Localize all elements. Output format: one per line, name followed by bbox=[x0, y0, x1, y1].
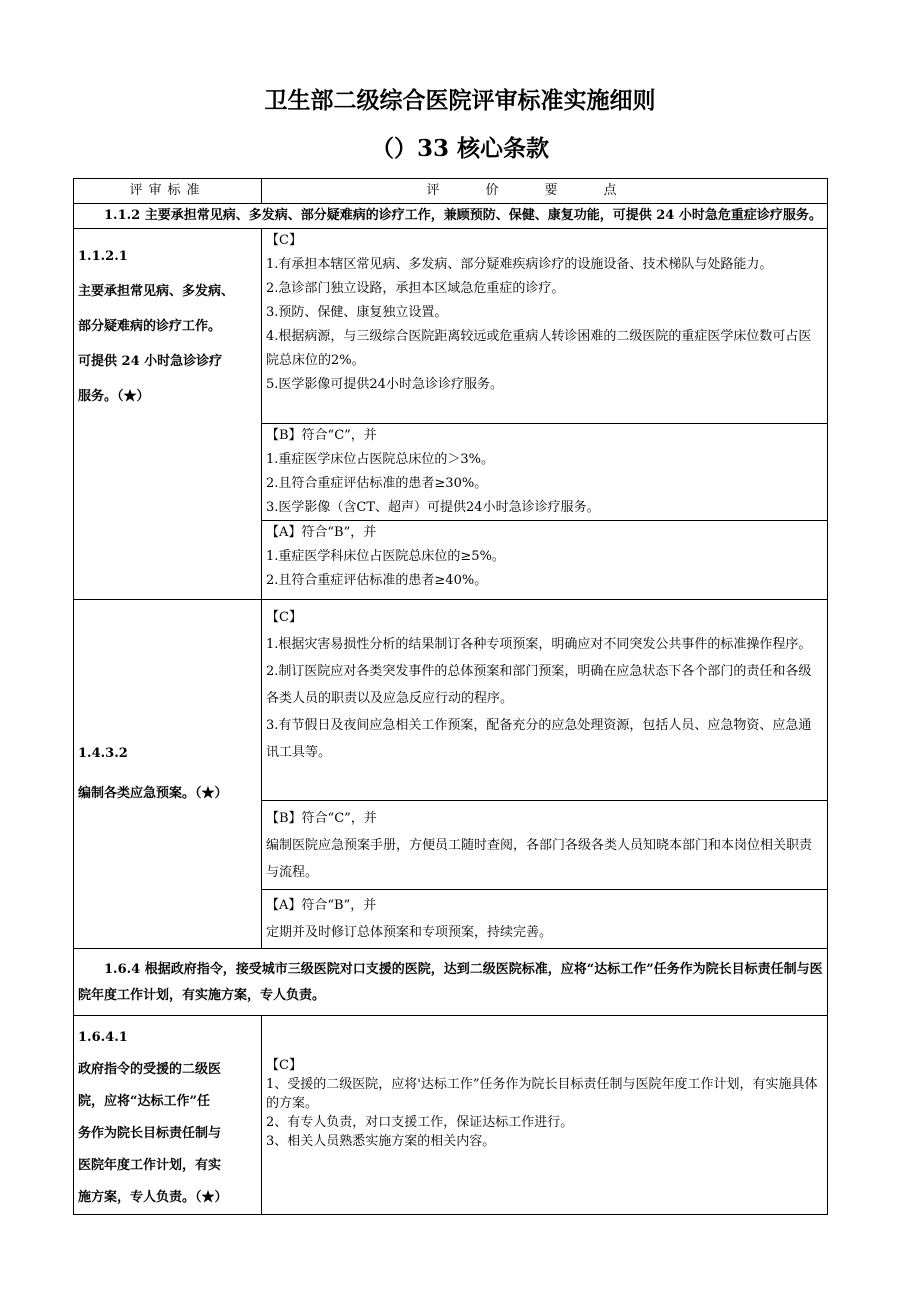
standard-code: 1.4.3.2 bbox=[78, 746, 128, 761]
section-heading-1-6-4: 1.6.4 根据政府指令，接受城市三级医院对口支援的医院，达到二级医院标准，应将“达标工作”任务作为院长目标责任制与医院年度工作计划，有实施方案，专人负责。 bbox=[74, 949, 828, 1016]
header-evaluation-points: 评价要点 bbox=[262, 179, 828, 204]
standard-text-line: 服务。（★） bbox=[78, 389, 150, 404]
table-row bbox=[74, 229, 828, 424]
grade-a-label: 【A】符合“B”，并 bbox=[266, 898, 377, 913]
list-item: 3、相关人员熟悉实施方案的相关内容。 bbox=[266, 1134, 496, 1149]
standard-text-line: 主要承担常见病、多发病、 bbox=[78, 284, 235, 299]
standard-code: 1.6.4.1 bbox=[78, 1030, 128, 1045]
list-item: 3.有节假日及夜间应急相关工作预案，配备充分的应急处理资源，包括人员、应急物资、应急通讯工具等。 bbox=[266, 718, 812, 760]
grade-c-cell bbox=[262, 229, 828, 424]
list-item: 1.根据灾害易损性分析的结果制订各种专项预案，明确应对不同突发公共事件的标准操作程序。 bbox=[266, 637, 812, 652]
standard-code: 1.1.2.1 bbox=[78, 249, 128, 264]
standard-text-line: 政府指令的受援的二级医 bbox=[78, 1062, 222, 1077]
list-item: 1.有承担本辖区常见病、多发病、部分疑难疾病诊疗的设施设备、技术梯队与处路能力。 bbox=[266, 257, 773, 272]
list-item: 编制医院应急预案手册，方便员工随时查阅，各部门各级各类人员知晓本部门和本岗位相关职责与流程。 bbox=[266, 838, 813, 880]
table-row bbox=[74, 600, 828, 801]
grade-a-cell bbox=[262, 521, 828, 600]
list-item: 5.医学影像可提供24小时急诊诊疗服务。 bbox=[266, 377, 503, 392]
list-item: 4.根据病源，与三级综合医院距离较远或危重病人转诊困难的二级医院的重症医学床位数可占医院总床位的2%。 bbox=[266, 329, 812, 368]
section-heading-row bbox=[74, 949, 828, 1016]
grade-b-cell bbox=[262, 424, 828, 521]
standard-text-line: 编制各类应急预案。（★） bbox=[78, 786, 228, 801]
standard-text-line: 务作为院长目标责任制与 bbox=[78, 1126, 222, 1141]
grade-c-cell bbox=[262, 600, 828, 801]
list-item: 2.且符合重症评估标准的患者≥40%。 bbox=[266, 573, 488, 588]
standard-1-4-3-2 bbox=[74, 600, 262, 949]
document-title: 卫生部二级综合医院评审标准实施细则 bbox=[264, 87, 656, 114]
list-item: 2.急诊部门独立设路，承担本区域急危重症的诊疗。 bbox=[266, 281, 565, 296]
list-item: 2.且符合重症评估标准的患者≥30%。 bbox=[266, 476, 488, 491]
grade-c-cell bbox=[262, 1016, 828, 1215]
list-item: 2.制订医院应对各类突发事件的总体预案和部门预案，明确在应急状态下各个部门的责任和各级各类人员的职责以及应急反应行动的程序。 bbox=[266, 664, 812, 706]
grade-c-label: 【C】 bbox=[266, 233, 302, 248]
list-item: 2、有专人负责，对口支援工作，保证达标工作进行。 bbox=[266, 1115, 574, 1130]
header-standard: 评审标准 bbox=[74, 179, 262, 204]
standard-text-line: 施方案，专人负责。（★） bbox=[78, 1190, 228, 1205]
standard-1-6-4-1 bbox=[74, 1016, 262, 1215]
document-subtitle: （）33 核心条款 bbox=[370, 135, 549, 162]
list-item: 定期并及时修订总体预案和专项预案，持续完善。 bbox=[266, 925, 553, 940]
standard-text-line: 院，应将“达标工作”任 bbox=[78, 1094, 210, 1109]
grade-c-label: 【C】 bbox=[266, 610, 302, 625]
grade-a-label: 【A】符合“B”，并 bbox=[266, 525, 377, 540]
section-heading-1-1-2: 1.1.2 主要承担常见病、多发病、部分疑难病的诊疗工作，兼顾预防、保健、康复功能，可提供 24 小时急危重症诊疗服务。 bbox=[74, 204, 828, 229]
list-item: 1、受援的二级医院，应将'达标工作”任务作为院长目标责任制与医院年度工作计划，有实施具体的方案。 bbox=[266, 1077, 818, 1111]
standard-text-line: 医院年度工作计划，有实 bbox=[78, 1158, 222, 1173]
grade-b-cell bbox=[262, 801, 828, 890]
grade-c-label: 【C】 bbox=[266, 1058, 302, 1073]
list-item: 1.重症医学科床位占医院总床位的≥5%。 bbox=[266, 549, 505, 564]
standard-text-line: 部分疑难病的诊疗工作。 bbox=[78, 319, 222, 334]
list-item: 3.预防、保健、康复独立设置。 bbox=[266, 305, 448, 320]
standards-table bbox=[73, 178, 828, 1215]
standard-1-1-2-1 bbox=[74, 229, 262, 600]
list-item: 3.医学影像（含CT、超声）可提供24小时急诊诊疗服务。 bbox=[266, 500, 600, 515]
table-row bbox=[74, 1016, 828, 1215]
grade-a-cell bbox=[262, 890, 828, 949]
list-item: 1.重症医学床位占医院总床位的＞3%。 bbox=[266, 452, 495, 467]
section-heading-row bbox=[74, 204, 828, 229]
table-header-row bbox=[74, 179, 828, 204]
standard-text-line: 可提供 24 小时急诊诊疗 bbox=[78, 354, 223, 369]
grade-b-label: 【B】符合“C”，并 bbox=[266, 428, 377, 443]
grade-b-label: 【B】符合“C”，并 bbox=[266, 811, 377, 826]
